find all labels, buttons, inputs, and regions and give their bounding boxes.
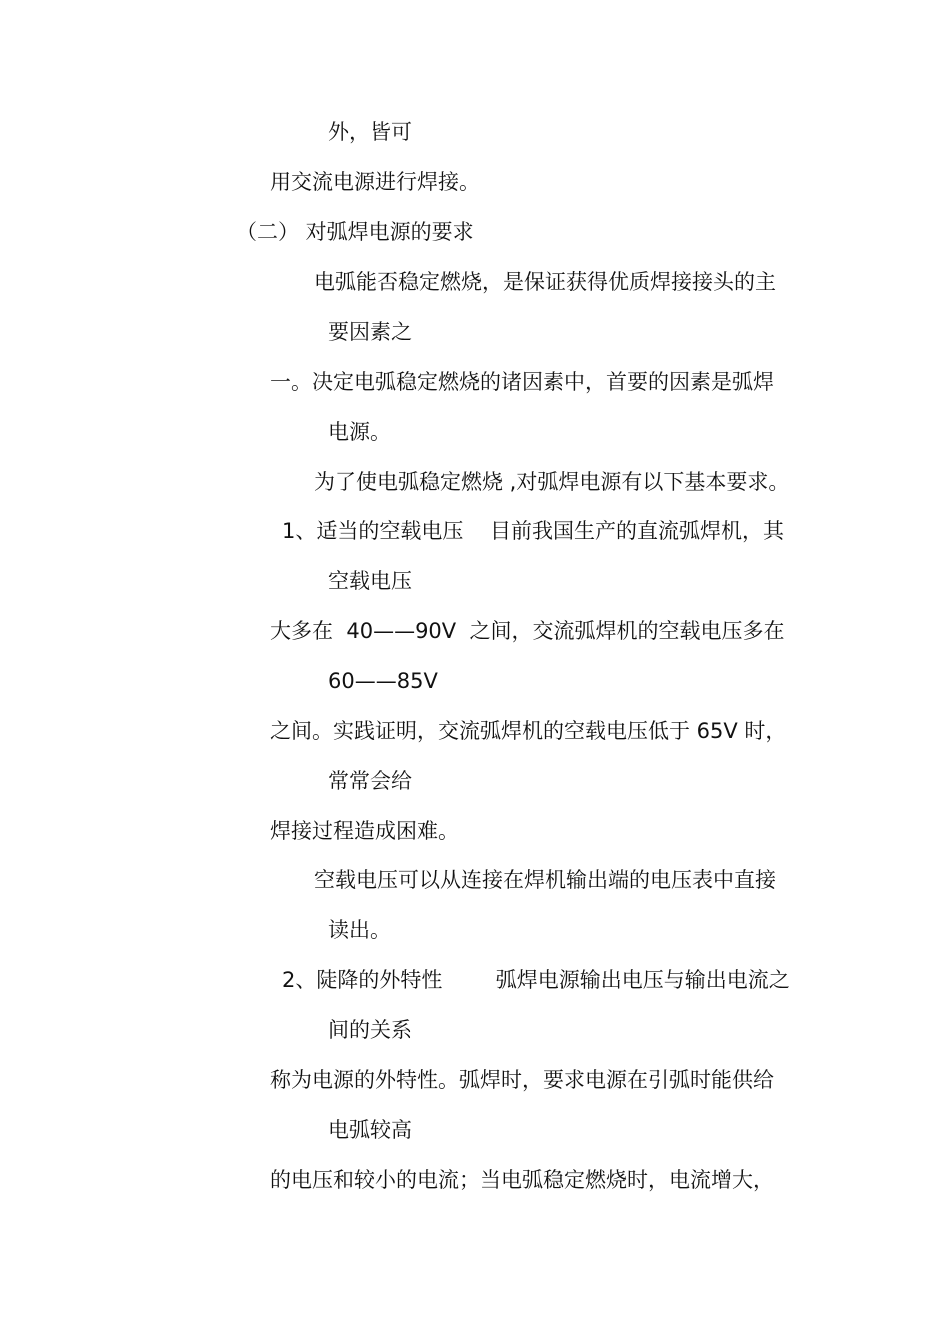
list-item-2-heading: 2、陡降的外特性 弧焊电源输出电压与输出电流之 <box>282 968 790 992</box>
text-line-12: 60——85V <box>328 669 438 693</box>
text-line-10: 空载电压 <box>328 569 412 593</box>
text-line-6: 一。决定电弧稳定燃烧的诸因素中，首要的因素是弧焊 <box>270 370 774 394</box>
text-line-14: 常常会给 <box>328 769 412 793</box>
text-line-2: 用交流电源进行焊接。 <box>270 170 480 194</box>
text-line-13: 之间。实践证明，交流弧焊机的空载电压低于 65V 时， <box>270 719 787 743</box>
text-line-15: 焊接过程造成困难。 <box>270 819 459 843</box>
text-line-8: 为了使电弧稳定燃烧 ,对弧焊电源有以下基本要求。 <box>314 470 790 494</box>
text-line-7: 电源。 <box>328 420 391 444</box>
text-line-16: 空载电压可以从连接在焊机输出端的电压表中直接 <box>314 868 776 892</box>
text-line-17: 读出。 <box>328 918 391 942</box>
text-line-11: 大多在 40——90V 之间，交流弧焊机的空载电压多在 <box>270 619 785 643</box>
text-line-4: 电弧能否稳定燃烧，是保证获得优质焊接接头的主 <box>314 270 776 294</box>
text-line-1: 外，皆可 <box>328 120 412 144</box>
text-line-19: 间的关系 <box>328 1018 412 1042</box>
section-heading: （二） 对弧焊电源的要求 <box>236 220 474 244</box>
text-line-5: 要因素之 <box>328 320 412 344</box>
text-line-21: 电弧较高 <box>328 1118 412 1142</box>
text-line-22: 的电压和较小的电流；当电弧稳定燃烧时，电流增大， <box>270 1168 774 1192</box>
list-item-1-heading: 1、适当的空载电压 目前我国生产的直流弧焊机，其 <box>282 519 785 543</box>
text-line-20: 称为电源的外特性。弧焊时，要求电源在引弧时能供给 <box>270 1068 774 1092</box>
